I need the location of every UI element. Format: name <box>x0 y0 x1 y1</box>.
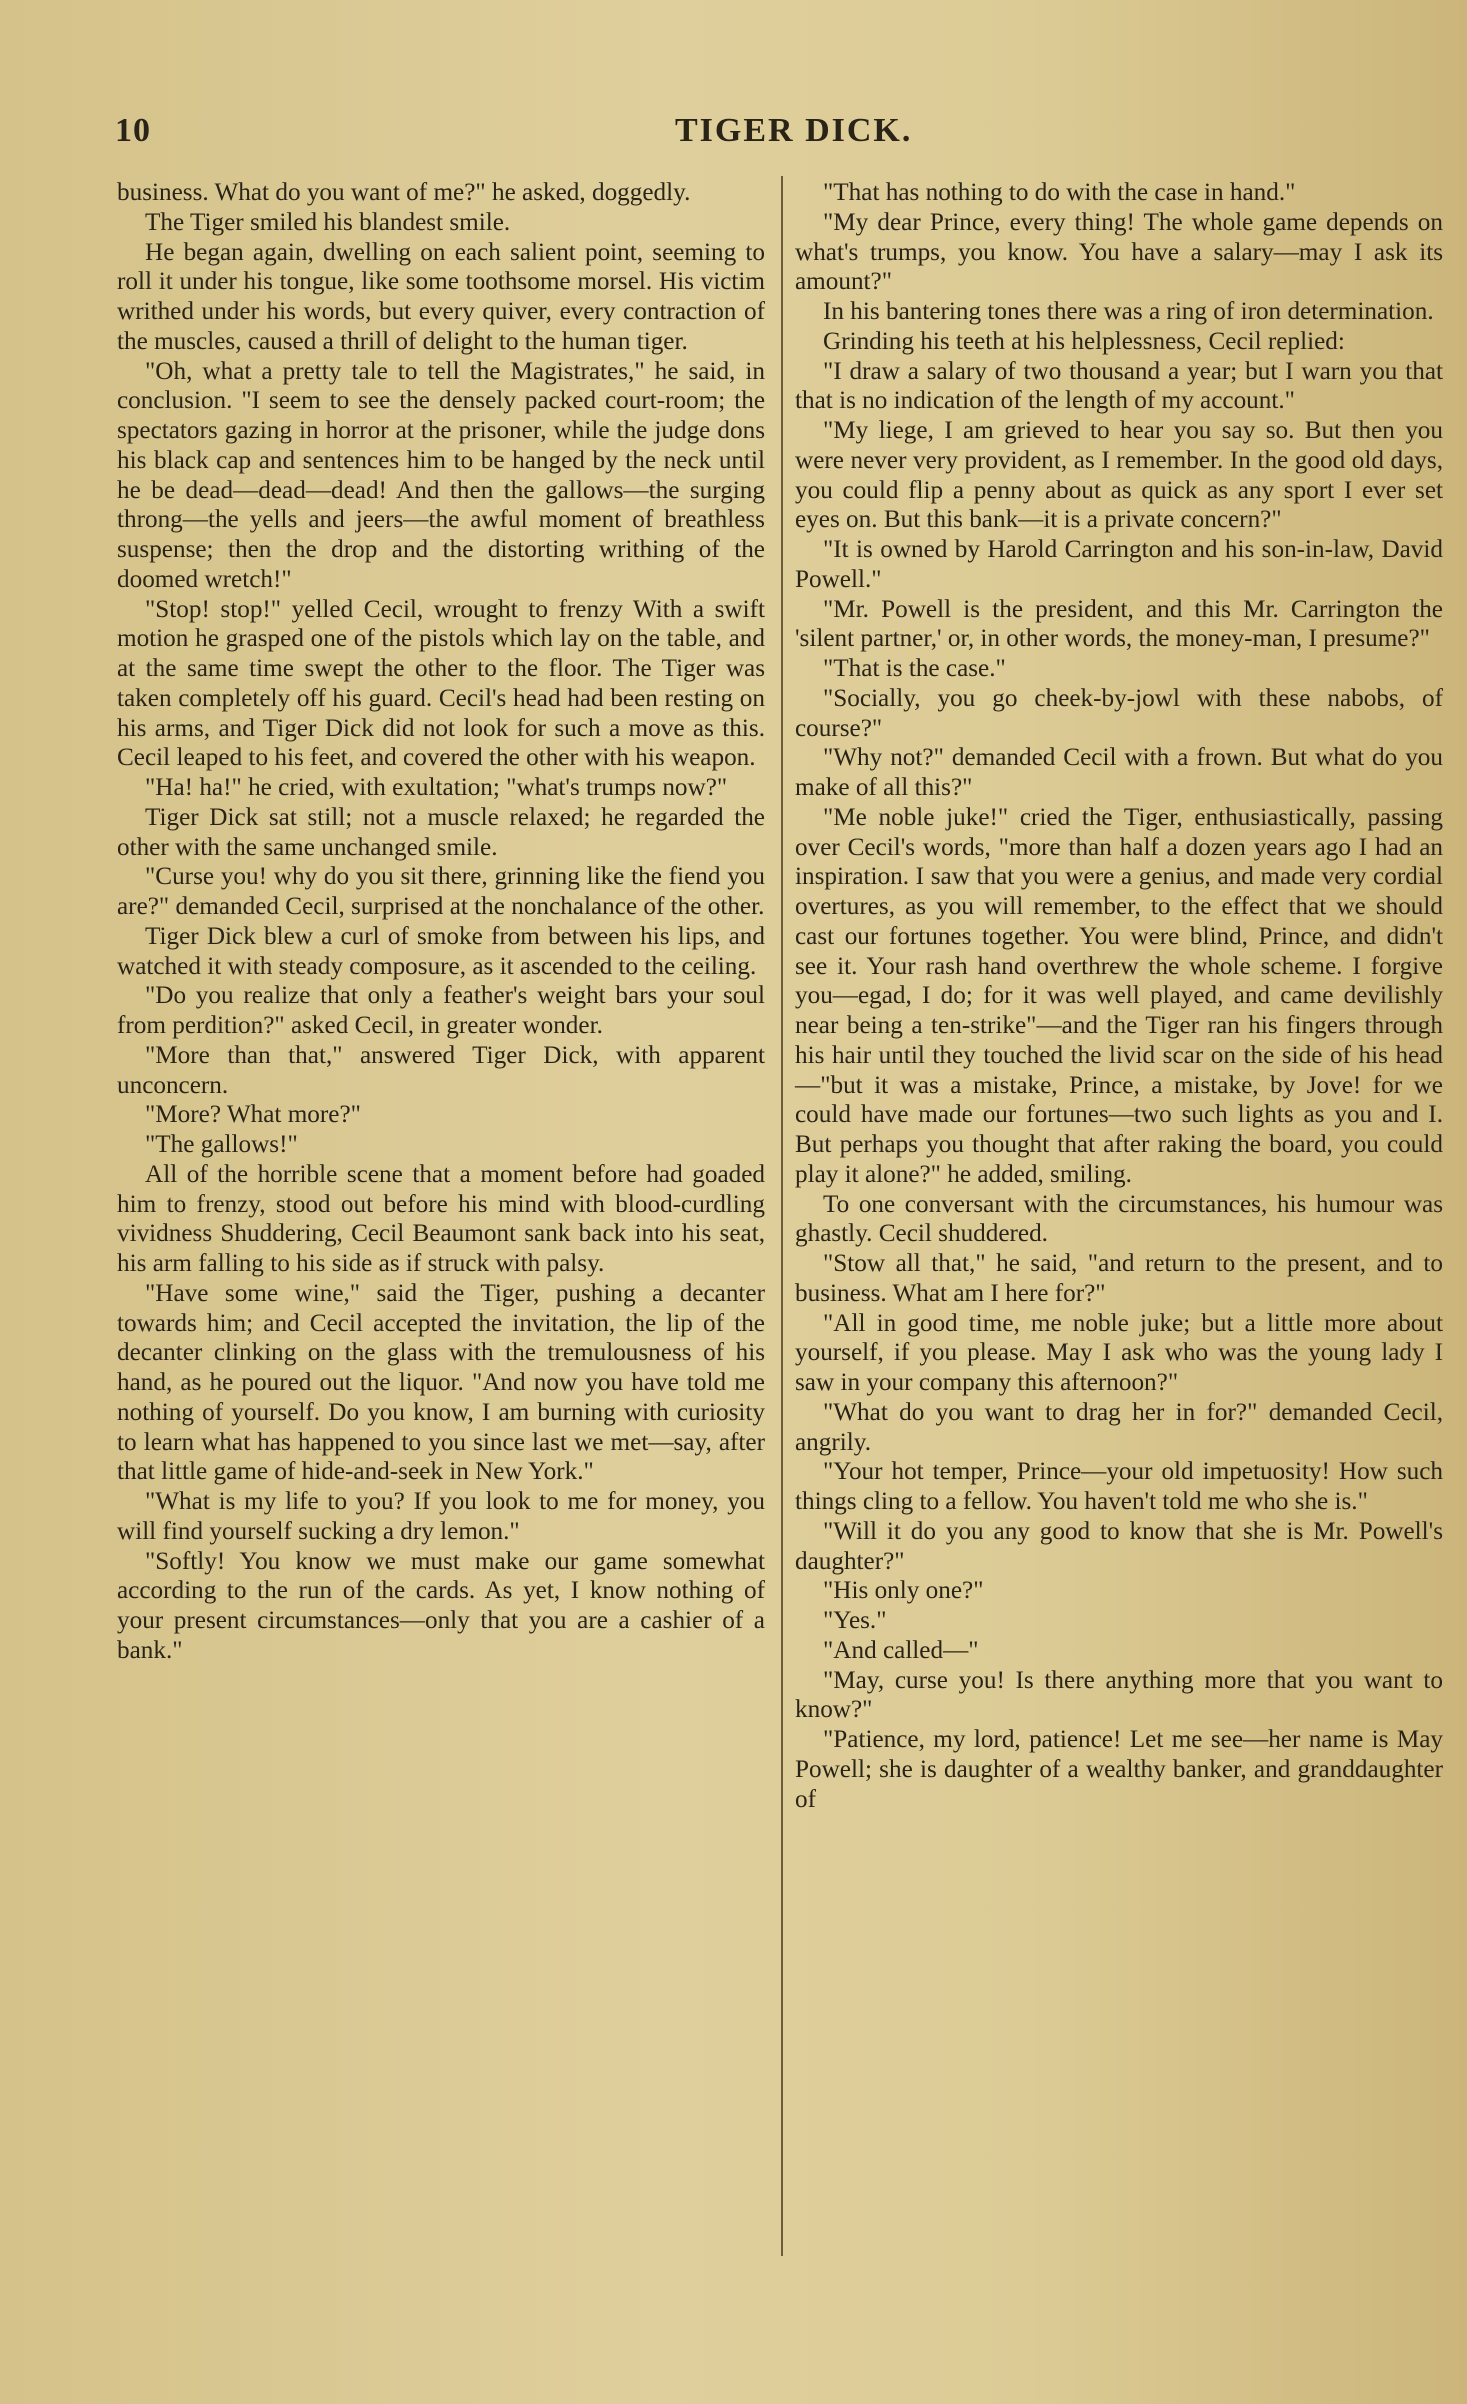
paragraph: "Softly! You know we must make our game somewhat according to the run of the cards. As yet, I know nothing of your present circumstances—only that you are a cashier of a bank." <box>117 1547 765 1664</box>
paragraph: "Stop! stop!" yelled Cecil, wrought to frenzy With a swift motion he grasped one of the pistols which lay on the table, and at the same time swept the other to the floor. The Tiger was taken completely off his guard. Cecil's head had been resting on his arms, and Tiger Dick did not look for such a move as this. Cecil leaped to his feet, and covered the other with his weapon. <box>117 595 765 772</box>
paragraph: The Tiger smiled his blandest smile. <box>145 208 511 236</box>
paragraph: "It is owned by Harold Carrington and his son-in-law, David Powell." <box>795 536 1443 593</box>
paragraph: "His only one?" <box>823 1577 984 1605</box>
paragraph: "Curse you! why do you sit there, grinning like the fiend you are?" demanded Cecil, surprised at the nonchalance of the other. <box>117 863 765 920</box>
paragraph: "Ha! ha!" he cried, with exultation; "what's trumps now?" <box>145 774 728 801</box>
paragraph: All of the horrible scene that a moment before had goaded him to frenzy, stood out before his mind with blood-curdling vividness Shuddering, Cecil Beaumont sank back into his seat, his arm falling to his side as if struck with palsy. <box>117 1160 765 1277</box>
paragraph: "That is the case." <box>823 655 1006 682</box>
paragraph: "That has nothing to do with the case in hand." <box>823 179 1296 206</box>
page-header <box>115 112 1445 162</box>
column-divider <box>781 176 783 2256</box>
right-column <box>795 178 1443 1814</box>
paragraph: "What is my life to you? If you look to me for money, you will find yourself sucking a dry lemon." <box>117 1488 765 1545</box>
paragraph: "I draw a salary of two thousand a year; but I warn you that that is no indication of the length of my account." <box>795 357 1443 415</box>
paragraph: "My liege, I am grieved to hear you say so. But then you were never very provident, as I remember. In the good old days, you could flip a penny about as quick as any sport I ever set eyes on. But this bank—it is a private concern?" <box>795 417 1443 534</box>
page-number: 10 <box>115 112 151 149</box>
paragraph: To one conversant with the circumstances, his humour was ghastly. Cecil shuddered. <box>795 1190 1443 1248</box>
paragraph: "Have some wine," said the Tiger, pushing a decanter towards him; and Cecil accepted the invitation, the lip of the decanter clinking on the glass with the tremulousness of his hand, as he poured out the liquor. "And now you have told me nothing of yourself. Do you know, I am burning with curiosity to learn what has happened to you since last we met—say, after that little game of hide-and-seek in New York." <box>117 1279 765 1486</box>
paragraph: "Do you realize that only a feather's weight bars your soul from perdition?" asked Cecil, in greater wonder. <box>117 982 765 1039</box>
running-title: TIGER DICK. <box>675 112 913 149</box>
paragraph: Tiger Dick blew a curl of smoke from between his lips, and watched it with steady composure, as it ascended to the ceiling. <box>117 922 765 980</box>
paragraph: "All in good time, me noble juke; but a little more about yourself, if you please. May I ask who was the young lady I saw in your company this afternoon?" <box>795 1309 1443 1396</box>
paragraph: "What do you want to drag her in for?" demanded Cecil, angrily. <box>795 1398 1443 1456</box>
paragraph: Grinding his teeth at his helplessness, Cecil replied: <box>823 327 1345 355</box>
left-column <box>117 178 765 1666</box>
paragraph: "And called—" <box>823 1636 979 1664</box>
paragraph: In his bantering tones there was a ring of iron determination. <box>823 298 1434 325</box>
paragraph: "Mr. Powell is the president, and this Mr. Carrington the 'silent partner,' or, in other words, the money-man, I presume?" <box>795 595 1443 653</box>
paragraph: "My dear Prince, every thing! The whole game depends on what's trumps, you know. You have a salary—may I ask its amount?" <box>795 208 1443 296</box>
paragraph: "May, curse you! Is there anything more that you want to know?" <box>795 1666 1443 1724</box>
paragraph: "Oh, what a pretty tale to tell the Magistrates," he said, in conclusion. "I seem to see the densely packed court-room; the spectators gazing in horror at the prisoner, while the judge dons his black cap and sentences him to be hanged by the neck until he be dead—dead—dead! And then the gallows—the surging throng—the yells and jeers—the awful moment of breathless suspense; then the drop and the distorting writhing of the doomed wretch!" <box>117 357 765 593</box>
paragraph: He began again, dwelling on each salient point, seeming to roll it under his tongue, like some toothsome morsel. His victim writhed under his words, but every quiver, every contraction of the muscles, caused a thrill of delight to the human tiger. <box>117 238 765 355</box>
paragraph: "Socially, you go cheek-by-jowl with these nabobs, of course?" <box>795 684 1443 742</box>
paragraph: business. What do you want of me?" he asked, doggedly. <box>117 179 691 206</box>
paragraph: "More than that," answered Tiger Dick, with apparent unconcern. <box>117 1041 765 1099</box>
paragraph: "Will it do you any good to know that she is Mr. Powell's daughter?" <box>795 1517 1443 1575</box>
paragraph: "More? What more?" <box>145 1101 361 1129</box>
paragraph: "Stow all that," he said, "and return to the present, and to business. What am I here for?" <box>795 1250 1443 1307</box>
paragraph: "Why not?" demanded Cecil with a frown. But what do you make of all this?" <box>795 744 1443 801</box>
paragraph: "Your hot temper, Prince—your old impetuosity! How such things cling to a fellow. You haven't told me who she is." <box>795 1458 1443 1515</box>
paragraph: "The gallows!" <box>145 1131 298 1158</box>
paragraph: "Yes." <box>823 1607 887 1634</box>
paragraph: "Me noble juke!" cried the Tiger, enthusiastically, passing over Cecil's words, "more than half a dozen years ago I had an inspiration. I saw that you were a genius, and made very cordial overtures, as you will remember, to the effect that we should cast our fortunes together. You were blind, Prince, and didn't see it. Your rash hand overthrew the whole scheme. I forgive you—egad, I do; for it was well played, and came devilishly near being a ten-strike"—and the Tiger ran his fingers through his hair until they touched the livid scar on the side of his head—"but it was a mistake, Prince, a mistake, by Jove! for we could have made our fortunes—two such lights as you and I. But perhaps you thought that after raking the board, you could play it alone?" he added, smiling. <box>795 803 1443 1188</box>
paragraph: Tiger Dick sat still; not a muscle relaxed; he regarded the other with the same unchanged smile. <box>117 803 765 861</box>
paragraph: "Patience, my lord, patience! Let me see—her name is May Powell; she is daughter of a wealthy banker, and granddaughter of <box>795 1726 1443 1813</box>
